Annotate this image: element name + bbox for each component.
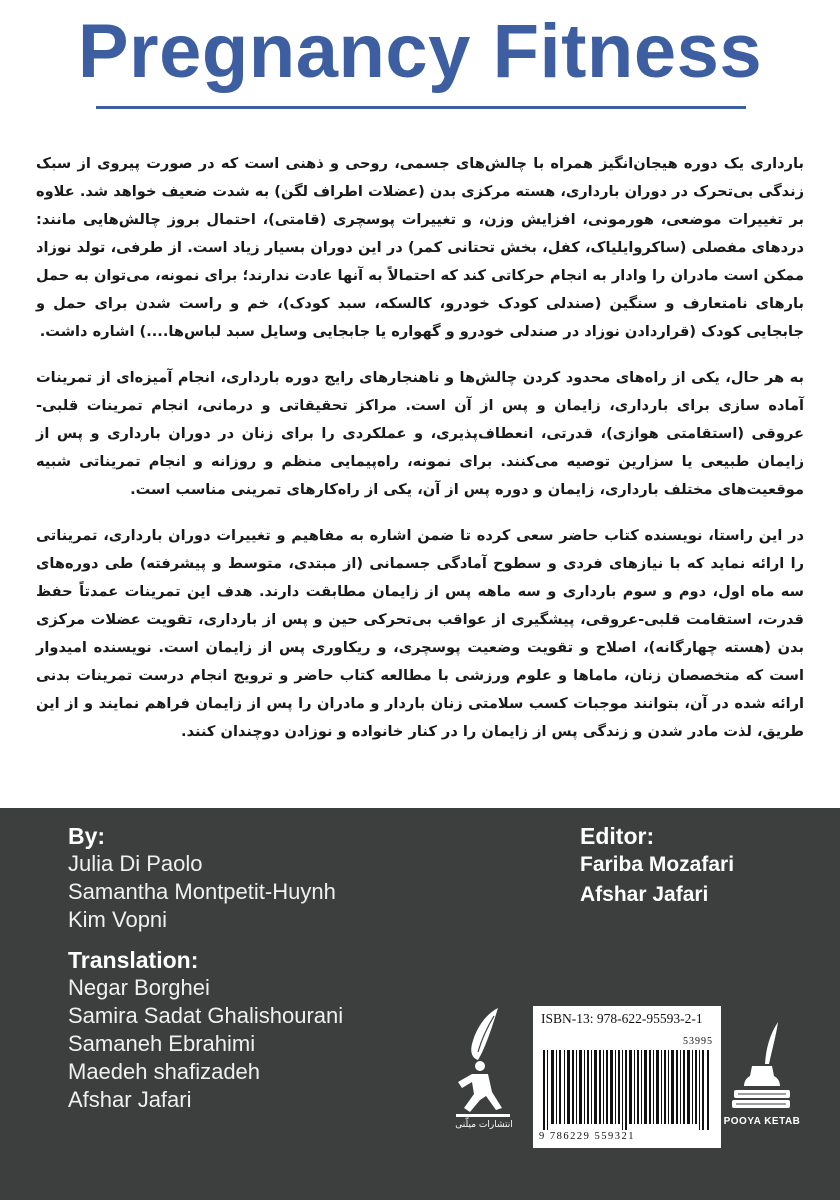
translation-label: Translation:	[68, 947, 199, 973]
by-label: By:	[68, 823, 106, 849]
publisher-inkwell-logo-icon	[728, 1020, 794, 1118]
publisher-quill-logo-icon	[450, 1004, 516, 1124]
book-title: Pregnancy Fitness	[77, 9, 763, 94]
isbn-barcode	[533, 1006, 721, 1148]
title-underline	[96, 106, 746, 109]
blurb-paragraph: در این راستا، نویسنده کتاب حاضر سعی کرده تا ضمن اشاره به مفاهیم و تغییرات دوران بارداری، تمریناتی را ارائه نماید که با نیازهای فردی و سطوح آمادگی جسمانی (از مبتدی، متوسط و پیشرفته) طی دوره‌های سه ماه اول، دوم و سوم بارداری و سه ماهه پس از زایمان مطابقت دارند. هدف این تمرینات عمدتاً حفظ قدرت، استقامت قلبی-عروقی، پیشگیری از عواقب بی‌تحرکی حین و پس از بارداری، تقویت عضلات مرکزی بدن (هسته چهارگانه)، اصلاح و تقویت وضعیت پوسچری، و ریکاوری پس از زایمان است. نویسنده امیدوار است که متخصصان زنان، ماماها و علوم ورزشی با مطالعه کتاب حاضر و ترویج انجام درست تمرینات بدنی ارائه شده در آن، بتوانند موجبات کسب سلامتی زنان باردار و مادران را پس از زایمان فراهم نمایند و از این طریق، لذت مادر شدن و زندگی پس از زایمان را در کنار خانواده و نوزادن دوچندان کنند.	[36, 527, 804, 740]
barcode-bars-icon	[541, 1050, 713, 1130]
publisher-left-name: انتشارات میلّنی	[455, 1120, 513, 1130]
publisher-right-name: POOYA KETAB	[723, 1116, 801, 1127]
editor-name: Afshar Jafari	[580, 883, 709, 906]
translator-name: Samaneh Ebrahimi	[68, 1031, 256, 1056]
blurb-text	[36, 150, 804, 764]
translator-name: Afshar Jafari	[68, 1087, 192, 1112]
barcode-digits: 9 786229 559321	[539, 1131, 635, 1142]
editor-name: Fariba Mozafari	[580, 853, 735, 876]
blurb-paragraph: به هر حال، یکی از راه‌های محدود کردن چالش‌ها و ناهنجارهای رایج دوره بارداری، انجام آمیزه‌ای از تمرینات آماده سازی برای بارداری، زایمان و پس از آن است. مراکز تحقیقاتی و درمانی، انجام تمرینات قلبی- عروقی (استقامتی هوازی)، قدرتی، انعطاف‌پذیری، و عملکردی را برای زنان در دوران بارداری و پس از زایمان طبیعی یا سزارین توصیه می‌کنند. برای نمونه، راه‌پیمایی منظم و روزانه و انجام تمریناتی شبیه موقعیت‌های مختلف بارداری، زایمان و دوره پس از آن، یکی از راه‌کارهای تمرینی مناسب است.	[36, 369, 804, 498]
authors-column	[68, 822, 343, 1114]
author-name: Kim Vopni	[68, 907, 168, 932]
translator-name: Negar Borghei	[68, 975, 210, 1000]
editors-column	[580, 822, 734, 910]
isbn-addon: 53995	[683, 1036, 713, 1047]
credits-footer	[0, 808, 840, 1200]
author-name: Samantha Montpetit-Huynh	[68, 879, 336, 904]
editor-label: Editor:	[580, 823, 655, 849]
blurb-paragraph: بارداری یک دوره هیجان‌انگیز همراه با چالش‌های جسمی، روحی و ذهنی است که در صورت پیروی از سبک زندگی بی‌تحرک در دوران بارداری، هسته مرکزی بدن (عضلات اطراف لگن) به شدت ضعیف خواهد شد. علاوه بر تغییرات موضعی، هورمونی، افزایش وزن، و تغییرات پوسچری (قامتی)، احتمال بروز چالش‌هایی مانند: دردهای مفصلی (ساکروایلیاک، کفل، بخش تحتانی کمر) در این دوران بسیار زیاد است. از طرفی، تولد نوزاد ممکن است مادران را وادار به انجام حرکاتی کند که احتمالاً به آنها عادت ندارند؛ برای نمونه، می‌توان به حمل بارهای نامتعارف و سنگین (صندلی کودک خودرو، کالسکه، سبد کودک)، خم و راست شدن برای حمل و جابجایی کودک (قراردادن نوزاد در صندلی خودرو و گهواره یا جابجایی وسایل سبد لباس‌ها....) اشاره داشت.	[36, 155, 804, 340]
translator-name: Maedeh shafizadeh	[68, 1059, 261, 1084]
author-name: Julia Di Paolo	[68, 851, 203, 876]
translator-name: Samira Sadat Ghalishourani	[68, 1003, 344, 1028]
isbn-text: ISBN-13: 978-622-95593-2-1	[541, 1011, 703, 1026]
